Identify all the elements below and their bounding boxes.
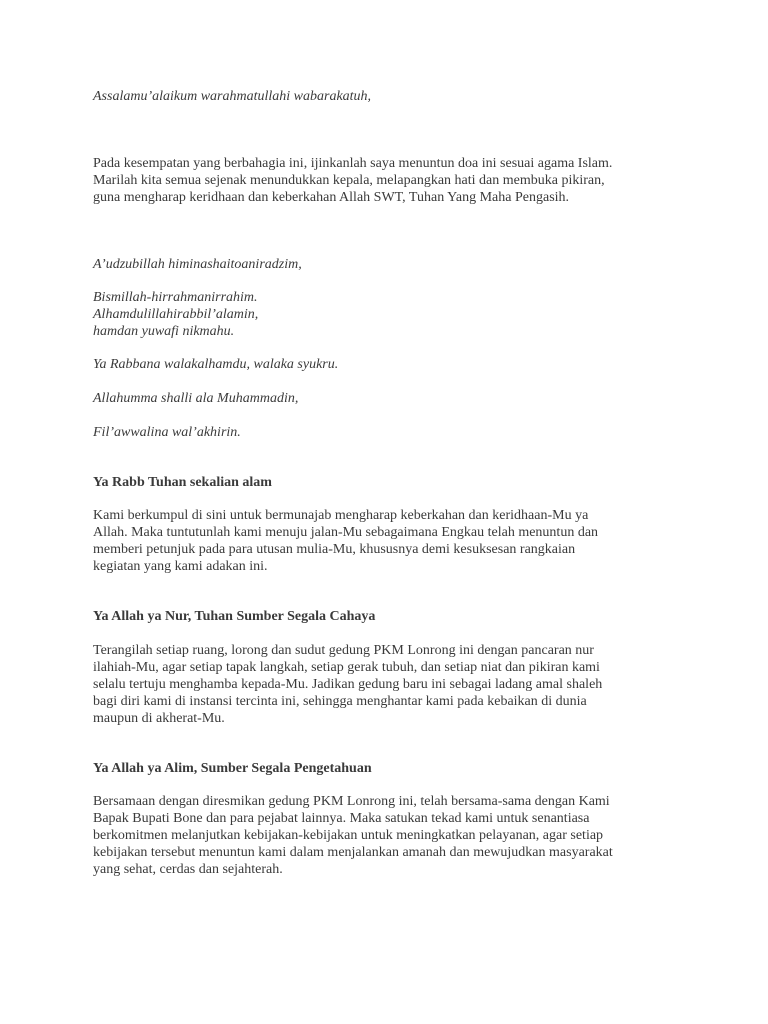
section-body-line: kegiatan yang kami adakan ini. (93, 559, 268, 574)
section-body-line: maupun di akherat-Mu. (93, 711, 225, 726)
section-body-line: Terangilah setiap ruang, lorong dan sudut gedung PKM Lonrong ini dengan pancaran nur (93, 643, 594, 658)
greeting-line: Assalamu’alaikum warahmatullahi wabarakatuh, (93, 89, 372, 104)
section-body-line: Bapak Bupati Bone dan para pejabat lainnya. Maka satukan tekad kami untuk senantiasa (93, 811, 590, 826)
prayer-hamdan: hamdan yuwafi nikmahu. (93, 324, 235, 339)
section-body-line: ilahiah-Mu, agar setiap tapak langkah, setiap gerak tubuh, dan setiap niat dan pikiran kami (93, 660, 600, 675)
prayer-awwalina: Fil’awwalina wal’akhirin. (93, 425, 241, 440)
section-heading: Ya Allah ya Nur, Tuhan Sumber Segala Cahaya (93, 609, 376, 624)
section-heading: Ya Rabb Tuhan sekalian alam (93, 475, 272, 490)
section-body-line: memberi petunjuk pada para utusan mulia-Mu, khususnya demi kesuksesan rangkaian (93, 542, 576, 557)
intro-line: Marilah kita semua sejenak menundukkan kepala, melapangkan hati dan membuka pikiran, (93, 173, 605, 188)
prayer-shalli: Allahumma shalli ala Muhammadin, (93, 391, 299, 406)
section-body-line: kebijakan tersebut menuntun kami dalam menjalankan amanah dan mewujudkan masyarakat (93, 845, 613, 860)
section-body-line: Kami berkumpul di sini untuk bermunajab mengharap keberkahan dan keridhaan-Mu ya (93, 508, 589, 523)
prayer-bismillah: Bismillah-hirrahmanirrahim. (93, 290, 258, 305)
section-body-line: selalu tertuju menghamba kepada-Mu. Jadikan gedung baru ini sebagai ladang amal shaleh (93, 677, 603, 692)
prayer-rabbana: Ya Rabbana walakalhamdu, walaka syukru. (93, 357, 339, 372)
section-body-line: Allah. Maka tuntutunlah kami menuju jalan-Mu sebagaimana Engkau telah menuntun dan (93, 525, 599, 540)
section-heading: Ya Allah ya Alim, Sumber Segala Pengetahuan (93, 761, 372, 776)
prayer-alhamdulillah: Alhamdulillahirabbil’alamin, (93, 307, 259, 322)
section-body-line: bagi diri kami di instansi tercinta ini, sehingga menghantar kami pada kebaikan di dunia (93, 694, 587, 709)
section-body-line: Bersamaan dengan diresmikan gedung PKM Lonrong ini, telah bersama-sama dengan Kami (93, 794, 610, 809)
section-body-line: yang sehat, cerdas dan sejahterah. (93, 862, 283, 877)
prayer-audzu: A’udzubillah himinashaitoaniradzim, (93, 257, 302, 272)
intro-line: Pada kesempatan yang berbahagia ini, ijinkanlah saya menuntun doa ini sesuai agama Islam. (93, 156, 613, 171)
section-body-line: berkomitmen melanjutkan kebijakan-kebijakan untuk meningkatkan pelayanan, agar setiap (93, 828, 604, 843)
intro-line: guna mengharap keridhaan dan keberkahan Allah SWT, Tuhan Yang Maha Pengasih. (93, 190, 570, 205)
